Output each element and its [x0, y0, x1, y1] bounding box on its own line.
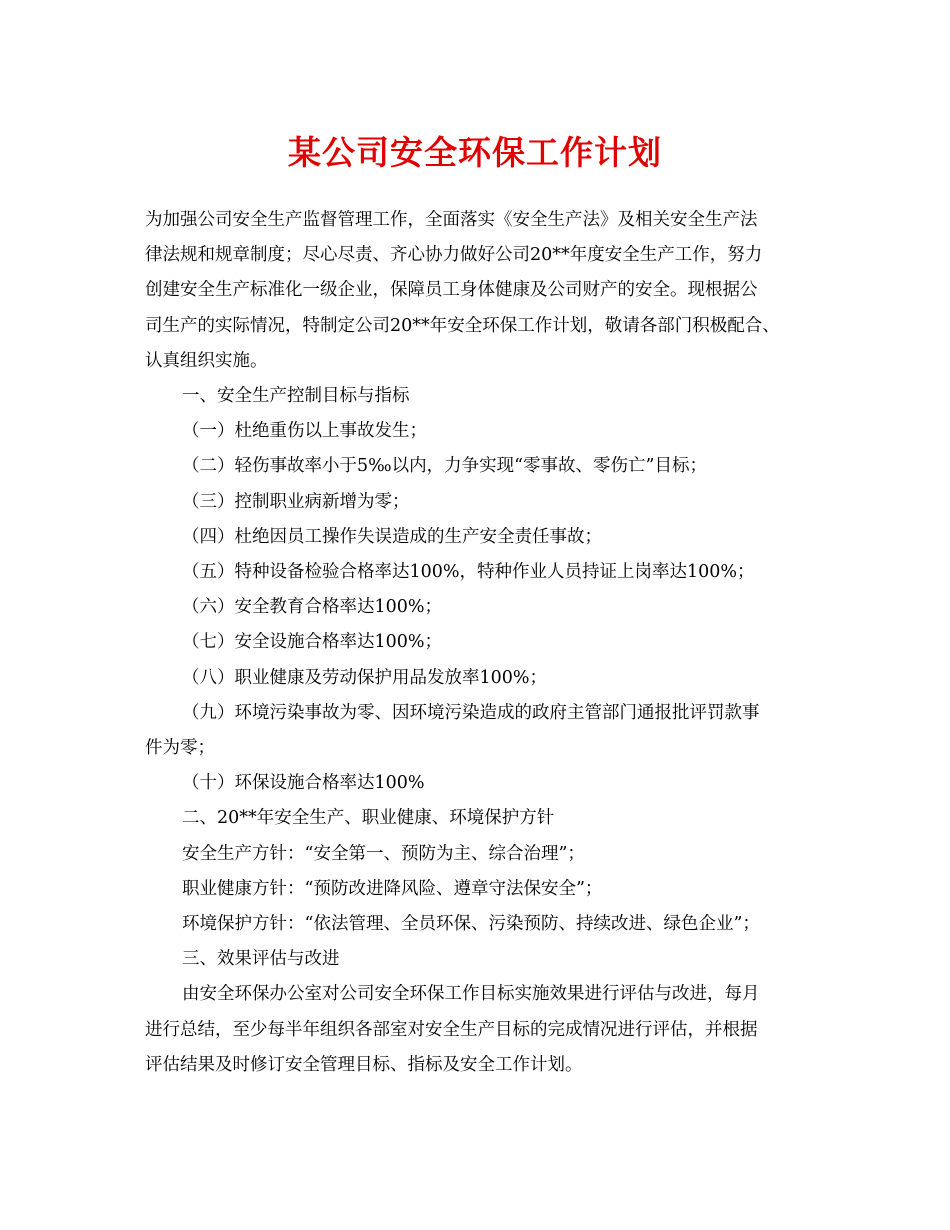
target-item: （二）轻伤事故率小于5‰以内，力争实现“零事故、零伤亡”目标；: [182, 456, 708, 477]
intro-line: 律法规和规章制度；尽心尽责、齐心协力做好公司20**年度安全生产工作，努力: [145, 245, 763, 266]
target-item: （一）杜绝重伤以上事故发生；: [182, 421, 427, 442]
section3-line: 进行总结，至少每半年组织各部室对安全生产目标的完成情况进行评估，并根据: [145, 1019, 758, 1040]
target-item: （四）杜绝因员工操作失误造成的生产安全责任事故；: [182, 526, 602, 547]
section3-line: 由安全环保办公室对公司安全环保工作目标实施效果进行评估与改进，每月: [182, 984, 760, 1005]
section3-line: 评估结果及时修订安全管理目标、指标及安全工作计划。: [145, 1054, 583, 1075]
policy-item: 环境保护方针：“依法管理、全员环保、污染预防、持续改进、绿色企业”；: [182, 914, 760, 935]
target-item-9-line-1: （九）环境污染事故为零、因环境污染造成的政府主管部门通报批评罚款事: [182, 702, 760, 723]
section-heading-2: 二、20**年安全生产、职业健康、环境保护方针: [182, 808, 555, 829]
document-title: 某公司安全环保工作计划: [288, 133, 662, 172]
document-body: [145, 203, 815, 1083]
target-item: （六）安全教育合格率达100%；: [182, 597, 443, 618]
policy-item: 职业健康方针：“预防改进降风险、遵章守法保安全”；: [182, 878, 603, 899]
target-item: （八）职业健康及劳动保护用品发放率100%；: [182, 667, 548, 688]
target-item-9-line-2: 件为零；: [145, 738, 215, 759]
section-heading-3: 三、效果评估与改进: [182, 949, 340, 970]
intro-line: 认真组织实施。: [145, 350, 268, 371]
policy-item: 安全生产方针：“安全第一、预防为主、综合治理”；: [182, 843, 585, 864]
intro-line: 为加强公司安全生产监督管理工作，全面落实《安全生产法》及相关安全生产法: [145, 210, 758, 230]
intro-line: 创建安全生产标准化一级企业，保障员工身体健康及公司财产的安全。现根据公: [145, 280, 758, 301]
target-item: （十）环保设施合格率达100%: [182, 773, 425, 794]
intro-line: 司生产的实际情况，特制定公司20**年安全环保工作计划，敬请各部门积极配合、: [145, 315, 780, 336]
target-item: （三）控制职业病新增为零；: [182, 491, 410, 512]
target-item: （七）安全设施合格率达100%；: [182, 632, 443, 653]
target-item: （五）特种设备检验合格率达100%，特种作业人员持证上岗率达100%；: [182, 562, 755, 583]
section-heading-1: 一、安全生产控制目标与指标: [182, 386, 410, 407]
